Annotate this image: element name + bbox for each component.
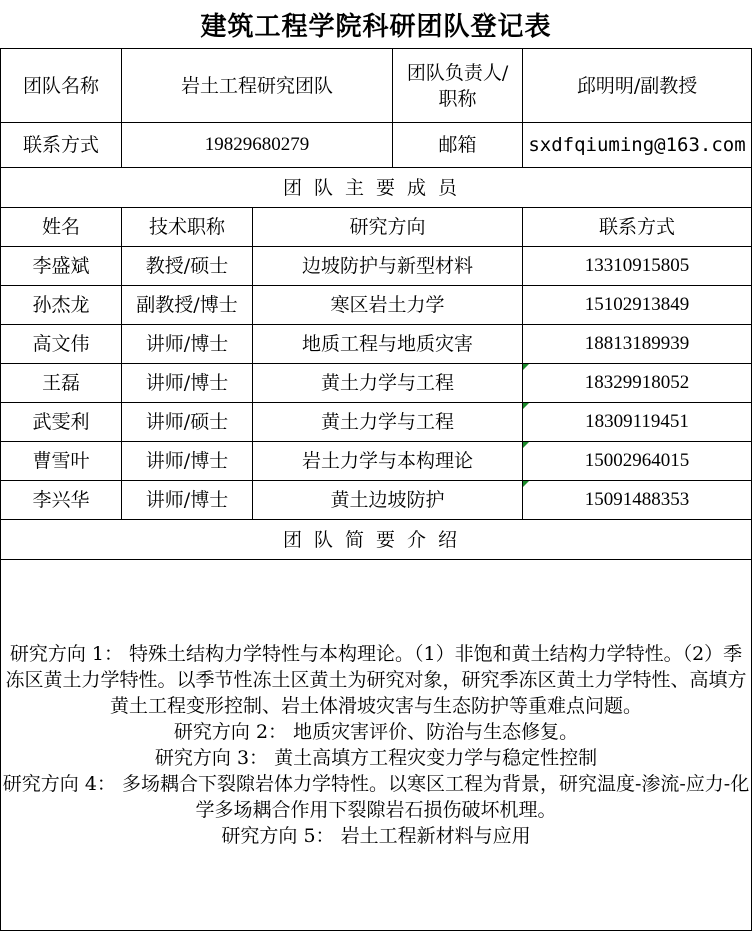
member-name: 王磊 [1, 364, 122, 403]
member-direction: 岩土力学与本构理论 [253, 442, 523, 481]
members-section-heading: 团队主要成员 [1, 168, 752, 208]
member-title: 讲师/博士 [122, 481, 253, 520]
contact-row [1, 123, 752, 168]
team-name-value: 岩土工程研究团队 [122, 49, 393, 123]
member-row [1, 481, 752, 520]
member-title: 教授/硕士 [122, 247, 253, 286]
member-phone: 15002964015 [523, 442, 752, 481]
member-phone: 18329918052 [523, 364, 752, 403]
member-name: 李兴华 [1, 481, 122, 520]
member-direction: 黄土力学与工程 [253, 403, 523, 442]
member-row [1, 325, 752, 364]
column-header-title: 技术职称 [122, 208, 253, 247]
research-direction-4: 研究方向 4： 多场耦合下裂隙岩体力学特性。以寒区工程为背景，研究温度-渗流-应力-化学多场耦合作用下裂隙岩石损伤破坏机理。 [2, 773, 750, 821]
registration-table [0, 48, 752, 931]
intro-row [1, 560, 752, 931]
members-section-row [1, 168, 752, 208]
leader-value: 邱明明/副教授 [523, 49, 752, 123]
intro-body [1, 560, 752, 931]
column-header-contact: 联系方式 [523, 208, 752, 247]
team-info-row [1, 49, 752, 123]
member-name: 高文伟 [1, 325, 122, 364]
member-direction: 黄土力学与工程 [253, 364, 523, 403]
research-direction-1: 研究方向 1： 特殊土结构力学特性与本构理论。（1）非饱和黄土结构力学特性。（2）季冻区黄土力学特性。以季节性冻土区黄土为研究对象，研究季冻区黄土力学特性、高填方黄土工程变形控制、岩土体滑坡灾害与生态防护等重难点问题。 [5, 643, 747, 717]
member-direction: 黄土边坡防护 [253, 481, 523, 520]
member-title: 讲师/博士 [122, 364, 253, 403]
member-row [1, 442, 752, 481]
research-direction-5: 研究方向 5： 岩土工程新材料与应用 [221, 825, 531, 847]
member-row [1, 403, 752, 442]
member-name: 李盛斌 [1, 247, 122, 286]
team-name-label: 团队名称 [1, 49, 122, 123]
column-header-direction: 研究方向 [253, 208, 523, 247]
member-phone: 15102913849 [523, 286, 752, 325]
research-direction-2: 研究方向 2： 地质灾害评价、防治与生态修复。 [173, 721, 579, 743]
intro-section-heading: 团队简要介绍 [1, 520, 752, 560]
member-direction: 寒区岩土力学 [253, 286, 523, 325]
member-phone: 18309119451 [523, 403, 752, 442]
research-direction-3: 研究方向 3： 黄土高填方工程灾变力学与稳定性控制 [154, 747, 598, 769]
member-name: 孙杰龙 [1, 286, 122, 325]
member-title: 讲师/博士 [122, 325, 253, 364]
member-column-header-row [1, 208, 752, 247]
member-row [1, 286, 752, 325]
member-row [1, 364, 752, 403]
member-row [1, 247, 752, 286]
member-title: 讲师/硕士 [122, 403, 253, 442]
contact-label: 联系方式 [1, 123, 122, 168]
member-phone: 18813189939 [523, 325, 752, 364]
leader-label: 团队负责人/ 职称 [393, 49, 523, 123]
member-title: 副教授/博士 [122, 286, 253, 325]
intro-section-row [1, 520, 752, 560]
team-email: sxdfqiuming@163.com [523, 123, 752, 168]
member-name: 武雯利 [1, 403, 122, 442]
form-title: 建筑工程学院科研团队登记表 [200, 12, 552, 42]
member-direction: 地质工程与地质灾害 [253, 325, 523, 364]
member-title: 讲师/博士 [122, 442, 253, 481]
member-direction: 边坡防护与新型材料 [253, 247, 523, 286]
member-phone: 15091488353 [523, 481, 752, 520]
column-header-name: 姓名 [1, 208, 122, 247]
email-label: 邮箱 [393, 123, 523, 168]
team-phone: 19829680279 [122, 123, 393, 168]
member-phone: 13310915805 [523, 247, 752, 286]
member-name: 曹雪叶 [1, 442, 122, 481]
